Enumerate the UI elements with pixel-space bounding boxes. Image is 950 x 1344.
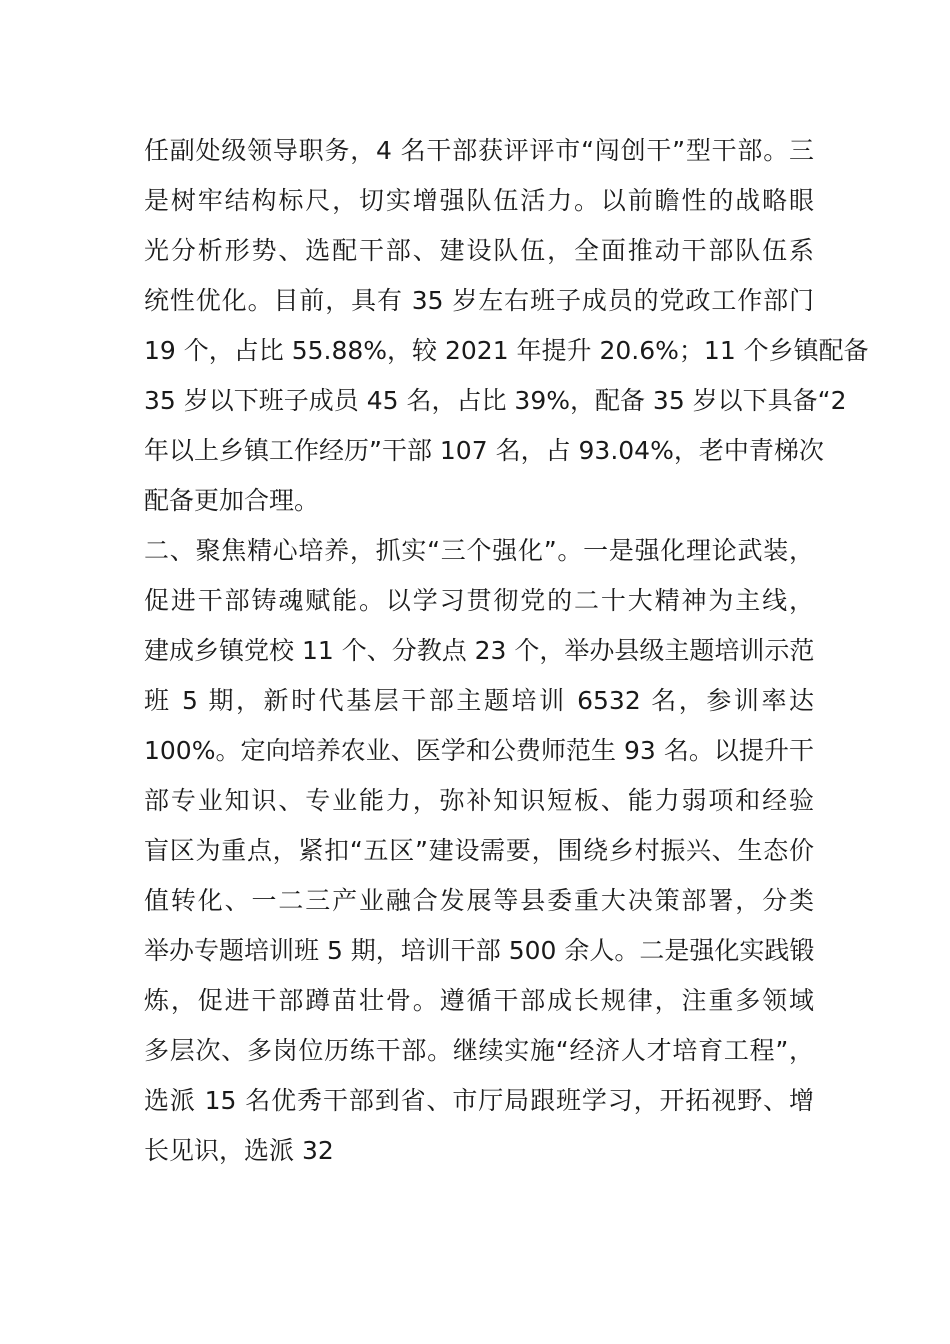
- text-line: 年以上乡镇工作经历”干部 107 名，占 93.04%，老中青梯次: [144, 436, 824, 465]
- text-line: 100%。定向培养农业、医学和公费师范生 93 名。以提升干: [144, 736, 814, 765]
- text-line: 班 5 期，新时代基层干部主题培训 6532 名，参训率达: [144, 686, 814, 715]
- text-line: 值转化、一二三产业融合发展等县委重大决策部署，分类: [144, 886, 814, 915]
- text-line: 部专业知识、专业能力，弥补知识短板、能力弱项和经验: [144, 786, 814, 815]
- text-line: 35 岁以下班子成员 45 名，占比 39%，配备 35 岁以下具备“2: [144, 386, 847, 415]
- text-line: 举办专题培训班 5 期，培训干部 500 余人。二是强化实践锻: [144, 936, 815, 965]
- text-line: 盲区为重点，紧扣“五区”建设需要，围绕乡村振兴、生态价: [144, 836, 814, 865]
- text-line: 多层次、多岗位历练干部。继续实施“经济人才培育工程”，: [144, 1036, 814, 1065]
- text-line: 长见识，选派 32: [144, 1136, 334, 1165]
- text-line: 建成乡镇党校 11 个、分教点 23 个，举办县级主题培训示范: [144, 636, 815, 665]
- text-line: 19 个，占比 55.88%，较 2021 年提升 20.6%；11 个乡镇配备: [144, 336, 869, 365]
- text-line: 二、聚焦精心培养，抓实“三个强化”。一是强化理论武装，: [144, 536, 814, 565]
- text-line: 光分析形势、选配干部、建设队伍，全面推动干部队伍系: [144, 236, 814, 265]
- body-text: [144, 126, 869, 1176]
- text-line: 促进干部铸魂赋能。以学习贯彻党的二十大精神为主线，: [144, 586, 814, 615]
- text-line: 是树牢结构标尺，切实增强队伍活力。以前瞻性的战略眼: [144, 186, 814, 215]
- text-line: 选派 15 名优秀干部到省、市厅局跟班学习，开拓视野、增: [144, 1086, 814, 1115]
- text-line: 任副处级领导职务，4 名干部获评评市“闯创干”型干部。三: [144, 136, 814, 165]
- text-line: 配备更加合理。: [144, 486, 320, 515]
- text-line: 炼，促进干部蹲苗壮骨。遵循干部成长规律，注重多领域: [144, 986, 814, 1015]
- text-line: 统性优化。目前，具有 35 岁左右班子成员的党政工作部门: [144, 286, 814, 315]
